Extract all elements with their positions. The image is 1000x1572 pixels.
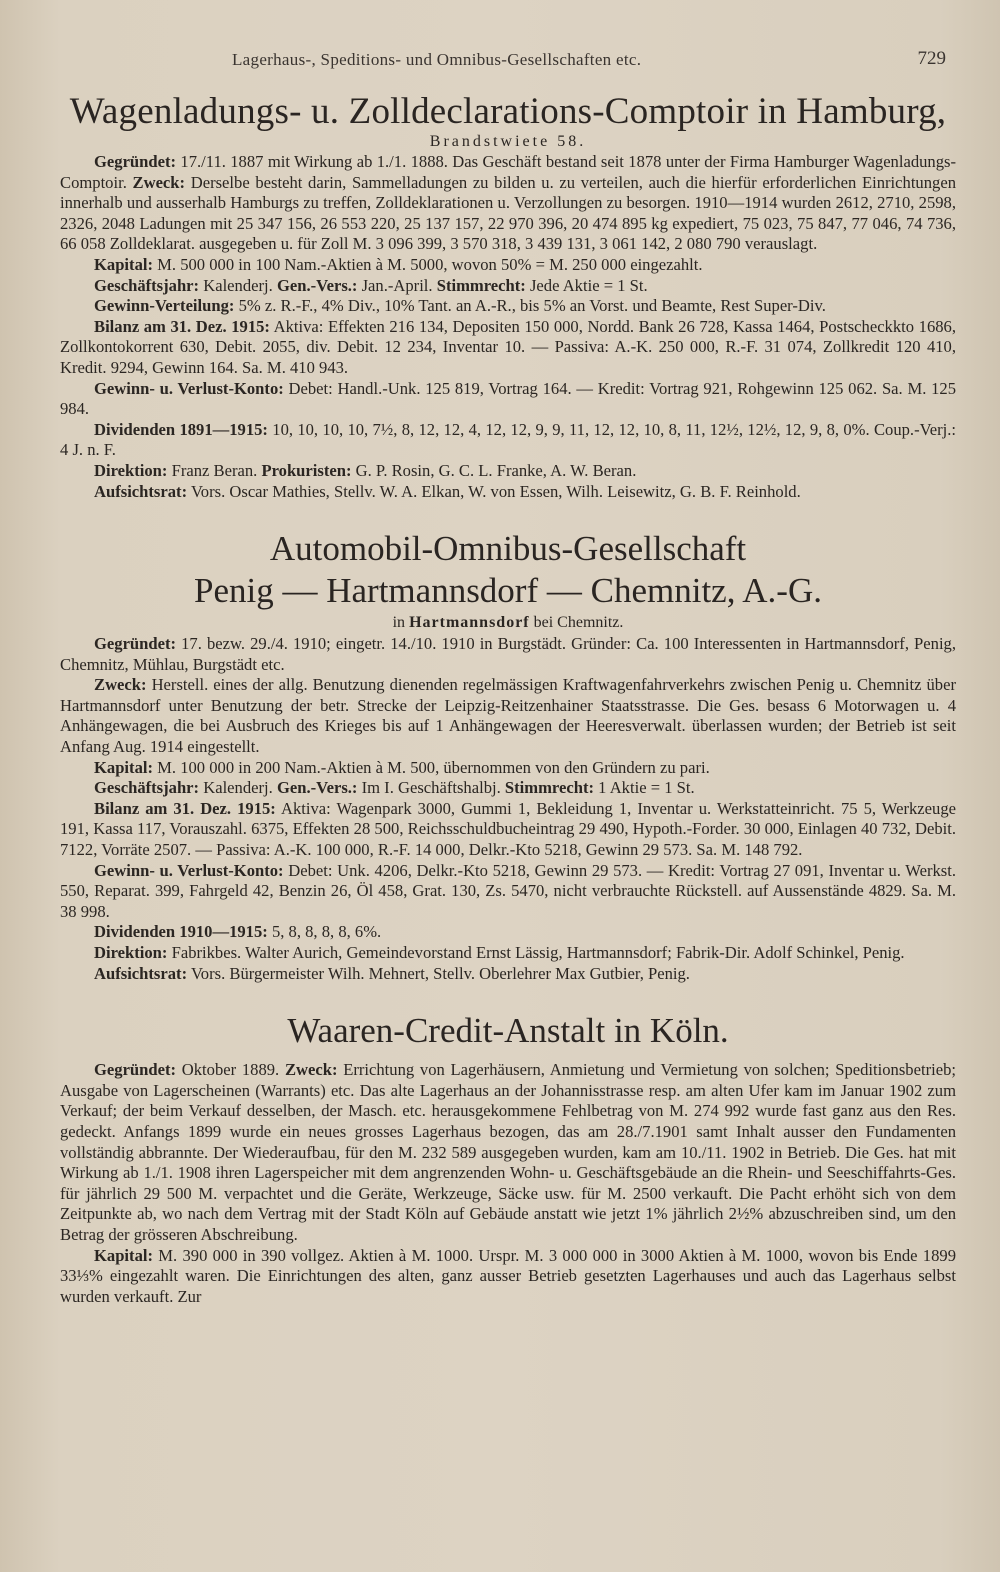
- text-geschaeftsjahr: Kalenderj.: [199, 275, 277, 295]
- location-place: Hartmannsdorf: [409, 614, 530, 632]
- section-location: [60, 612, 956, 634]
- text-bilanz: Aktiva: Wagenpark 3000, Gummi 1, Bekleidung 1, Inventar u. Werkstatteinricht. 75 5, Werkzeuge 191, Kassa 117, Vorauszahl. 6375, Effekten 28 500, Reichsschuldbucheintrag 29 490, Hypoth.-Forder. 30 000, Einlagen 40 732, Debit. 7122, Vorräte 2507. — Passiva: A.-K. 100 000, R.-F. 14 000, Delkr.-Kto 5218, Gewinn 29 573. Sa. M. 148 792.: [60, 798, 956, 860]
- section-title: Waaren-Credit-Anstalt in Köln.: [287, 1011, 729, 1051]
- text-gegruendet: 17./11. 1887 mit Wirkung ab 1./1. 1888. Das Geschäft bestand seit 1878 unter der Firma Hamburger Wagenladungs-Comptoir.: [60, 152, 956, 192]
- section-waaren-credit-anstalt: [60, 1010, 956, 1307]
- paragraph-gewinn-verteilung: [60, 296, 956, 317]
- label-kapital: Kapital:: [94, 1245, 154, 1265]
- text-aufsichtsrat: Vors. Bürgermeister Wilh. Mehnert, Stellv. Oberlehrer Max Gutbier, Penig.: [187, 963, 690, 983]
- label-direktion: Direktion:: [94, 460, 168, 480]
- text-stimmrecht: Jede Aktie = 1 St.: [525, 275, 648, 295]
- paragraph-dividenden: [60, 922, 956, 943]
- text-bilanz: Aktiva: Effekten 216 134, Depositen 150 000, Nordd. Bank 26 728, Kassa 1464, Postscheckkto 1686, Zollkontokorrent 630, Debit. 2055, div. Debit. 12 234, Inventar 10. — Passiva: A.-K. 250 000, R.-F. 31 074, Zollkredit 120 410, Kredit. 9294, Gewinn 164. Sa. M. 410 943.: [60, 316, 956, 377]
- label-bilanz: Bilanz am 31. Dez. 1915:: [94, 798, 276, 818]
- section-address: Brandstwiete 58.: [429, 133, 587, 150]
- section-title: Wagenladungs- u. Zolldeclarations-Comptoir in Hamburg,: [69, 91, 947, 132]
- location-suffix: bei Chemnitz.: [529, 614, 624, 632]
- section-wagenladungs-comptoir: [60, 90, 956, 502]
- label-stimmrecht: Stimmrecht:: [504, 778, 595, 798]
- label-kapital: Kapital:: [94, 757, 154, 777]
- paragraph-direktion: [60, 461, 956, 482]
- label-geschaeftsjahr: Geschäftsjahr:: [94, 275, 200, 295]
- label-zweck: Zweck:: [94, 675, 147, 695]
- section-title-line1: Automobil-Omnibus-Gesellschaft: [269, 529, 747, 569]
- label-bilanz: Bilanz am 31. Dez. 1915:: [94, 316, 270, 336]
- label-zweck: Zweck:: [284, 1060, 338, 1080]
- running-head: [60, 44, 956, 74]
- text-aufsichtsrat: Vors. Oscar Mathies, Stellv. W. A. Elkan, W. von Essen, Wilh. Leisewitz, G. B. F. Reinhold.: [187, 481, 801, 501]
- text-zweck: Errichtung von Lagerhäusern, Anmietung und Vermietung von solchen; Speditionsbetrieb; Ausgabe von Lagerscheinen (Warrants) etc. Das alte Lagerhaus an der Johannisstrasse resp. am alten Ufer kam im Januar 1902 zum Verkauf; der beim Verkauf desselben, der Masch. etc. herausgekommene Fehlbetrag von M. 274 992 wurde fast ganz aus den Res. gedeckt. Anfangs 1899 wurde ein neues grosses Lagerhaus bezogen, das am 28./7.1901 samt Inhalt ausser den Fundamenten vollständig abbrannte. Der Wiederaufbau, für den M. 232 589 ausgegeben wurden, kam am 10./11. 1902 in Betrieb. Die Ges. hat mit Wirkung ab 1./1. 1908 ihren Lagerspeicher mit dem angrenzenden Wohn- u. Geschäftsgebäude an die Rhein- und Seeschiffahrts-Ges. für jährlich 29 500 M. verpachtet und die Geräte, Werkzeuge, Säcke usw. für M. 2500 verkauft. Die Pacht erhöht sich von dem Zeitpunkte ab, wo nach dem Vertrag mit der Stadt Köln auf Gebäude anstatt wie jetzt 1% jährlich 2½% abzuschreiben sind, um den Betrag der grösseren Abschreibung.: [60, 1060, 956, 1244]
- paragraph-bilanz: [60, 317, 956, 379]
- label-aufsichtsrat: Aufsichtsrat:: [94, 963, 188, 983]
- text-zweck: Herstell. eines der allg. Benutzung dienenden regelmässigen Kraftwagenfahrverkehrs zwischen Penig u. Chemnitz über Hartmannsdorf unter Benutzung der betr. Strecke der Leipzig-Reitzenhainer Staatsstrasse. Die Ges. besass 6 Motorwagen u. 4 Anhängewagen, die bei Ausbruch des Krieges bis auf 1 Anhängewagen der Heeresverwalt. überlassen wurden; der Betrieb ist seit Anfang Aug. 1914 eingestellt.: [60, 675, 956, 757]
- paragraph-gegruendet-zweck: [60, 1060, 956, 1245]
- paragraph-geschaeftsjahr: [60, 778, 956, 799]
- paragraph-gewinn-verlust: [60, 379, 956, 420]
- label-stimmrecht: Stimmrecht:: [436, 275, 526, 295]
- label-gewinn-verlust: Gewinn- u. Verlust-Konto:: [94, 378, 284, 398]
- text-gewinn-verteilung: 5% z. R.-F., 4% Div., 10% Tant. an A.-R., bis 5% an Vorst. und Beamte, Rest Super-Div.: [234, 296, 826, 316]
- text-gewinn-verlust: Debet: Handl.-Unk. 125 819, Vortrag 164. — Kredit: Vortrag 921, Rohgewinn 125 062. Sa. M. 125 984.: [60, 378, 956, 419]
- label-gewinn-verteilung: Gewinn-Verteilung:: [94, 296, 235, 316]
- paragraph-gegruendet-zweck: [60, 152, 956, 255]
- label-aufsichtsrat: Aufsichtsrat:: [94, 481, 188, 501]
- text-gegruendet: 17. bezw. 29./4. 1910; eingetr. 14./10. 1910 in Burgstädt. Gründer: Ca. 100 Interessenten in Hartmannsdorf, Penig, Chemnitz, Mühlau, Burgstädt etc.: [60, 634, 956, 674]
- text-kapital: M. 500 000 in 100 Nam.-Aktien à M. 5000, wovon 50% = M. 250 000 eingezahlt.: [153, 254, 703, 274]
- section-automobil-omnibus: [60, 528, 956, 984]
- paragraph-aufsichtsrat: [60, 964, 956, 985]
- label-gen-vers: Gen.-Vers.:: [276, 778, 358, 798]
- paragraph-gewinn-verlust: [60, 861, 956, 923]
- paragraph-bilanz: [60, 799, 956, 861]
- section-title-line2: Penig — Hartmannsdorf — Chemnitz, A.-G.: [194, 571, 822, 611]
- page-number: 729: [917, 48, 946, 69]
- text-direktion: Franz Beran.: [167, 460, 262, 480]
- text-zweck: Derselbe besteht darin, Sammelladungen zu bilden u. zu verteilen, auch die hierfür erforderlichen Einrichtungen innerhalb und ausserhalb Hamburgs zu treffen, Zolldeklarationen u. Verzollungen zu besorgen. 1910—1914 wurden 2612, 2710, 2598, 2326, 2048 Ladungen mit 25 347 156, 26 553 220, 25 137 157, 22 970 396, 20 474 895 kg expediert, 75 023, 75 847, 77 046, 74 736, 66 058 Zolldeklarat. ausgegeben u. für Zoll M. 3 096 399, 3 570 318, 3 439 131, 3 061 142, 2 080 790 verauslagt.: [60, 172, 956, 254]
- paragraph-kapital: [60, 758, 956, 779]
- text-stimmrecht: 1 Aktie = 1 St.: [594, 778, 695, 798]
- label-prokuristen: Prokuristen:: [261, 460, 352, 480]
- text-geschaeftsjahr: Kalenderj.: [199, 778, 277, 798]
- text-dividenden: 10, 10, 10, 10, 7½, 8, 12, 12, 4, 12, 12, 9, 9, 11, 12, 12, 10, 8, 11, 12½, 12½, 12, 9, 8, 0%. Coup.-Verj.: 4 J. n. F.: [60, 419, 956, 460]
- text-prokuristen: G. P. Rosin, G. C. L. Franke, A. W. Beran.: [351, 460, 637, 480]
- label-gegruendet: Gegründet:: [94, 634, 177, 654]
- text-gen-vers: Im I. Geschäftshalbj.: [357, 778, 505, 798]
- label-gewinn-verlust: Gewinn- u. Verlust-Konto:: [94, 860, 284, 880]
- text-gen-vers: Jan.-April.: [357, 275, 437, 295]
- text-kapital: M. 100 000 in 200 Nam.-Aktien à M. 500, übernommen von den Gründern zu pari.: [153, 757, 710, 777]
- paragraph-kapital: [60, 255, 956, 276]
- text-gewinn-verlust: Debet: Unk. 4206, Delkr.-Kto 5218, Gewinn 29 573. — Kredit: Vortrag 27 091, Inventar u. Werkst. 550, Reparat. 399, Fahrgeld 42, Benzin 26, Öl 458, Grat. 130, Zs. 5470, nicht verbrauchte Rückstell. auf Aussenstände 4829. Sa. M. 38 998.: [60, 860, 956, 921]
- label-kapital: Kapital:: [94, 254, 154, 274]
- label-direktion: Direktion:: [94, 943, 168, 962]
- label-zweck: Zweck:: [132, 172, 186, 192]
- paragraph-gegruendet: [60, 634, 956, 675]
- paragraph-kapital: [60, 1246, 956, 1308]
- paragraph-aufsichtsrat: [60, 482, 956, 503]
- label-gen-vers: Gen.-Vers.:: [276, 275, 358, 295]
- paragraph-dividenden: [60, 420, 956, 461]
- label-gegruendet: Gegründet:: [94, 1060, 177, 1080]
- paragraph-direktion: [60, 943, 956, 964]
- paragraph-zweck: [60, 675, 956, 757]
- location-prefix: in: [392, 614, 410, 632]
- label-gegruendet: Gegründet:: [94, 152, 177, 171]
- text-direktion: Fabrikbes. Walter Aurich, Gemeindevorstand Ernst Lässig, Hartmannsdorf; Fabrik-Dir. Adolf Schinkel, Penig.: [167, 943, 905, 962]
- paragraph-geschaeftsjahr: [60, 276, 956, 297]
- text-dividenden: 5, 8, 8, 8, 8, 6%.: [267, 922, 382, 942]
- running-head-title: Lagerhaus-, Speditions- und Omnibus-Gesellschaften etc.: [232, 50, 642, 69]
- text-gegruendet: Oktober 1889.: [176, 1060, 285, 1080]
- label-dividenden: Dividenden 1910—1915:: [94, 922, 268, 942]
- label-geschaeftsjahr: Geschäftsjahr:: [94, 778, 200, 798]
- text-kapital: M. 390 000 in 390 vollgez. Aktien à M. 1000. Urspr. M. 3 000 000 in 3000 Aktien à M. 1000, wovon bis Ende 1899 33⅓% eingezahlt waren. Die Einrichtungen des alten, ganz ausser Betrieb gesetzten Lagerhauses und auch das Lagerhaus selbst wurden verkauft. Zur: [60, 1245, 956, 1306]
- label-dividenden: Dividenden 1891—1915:: [94, 419, 268, 439]
